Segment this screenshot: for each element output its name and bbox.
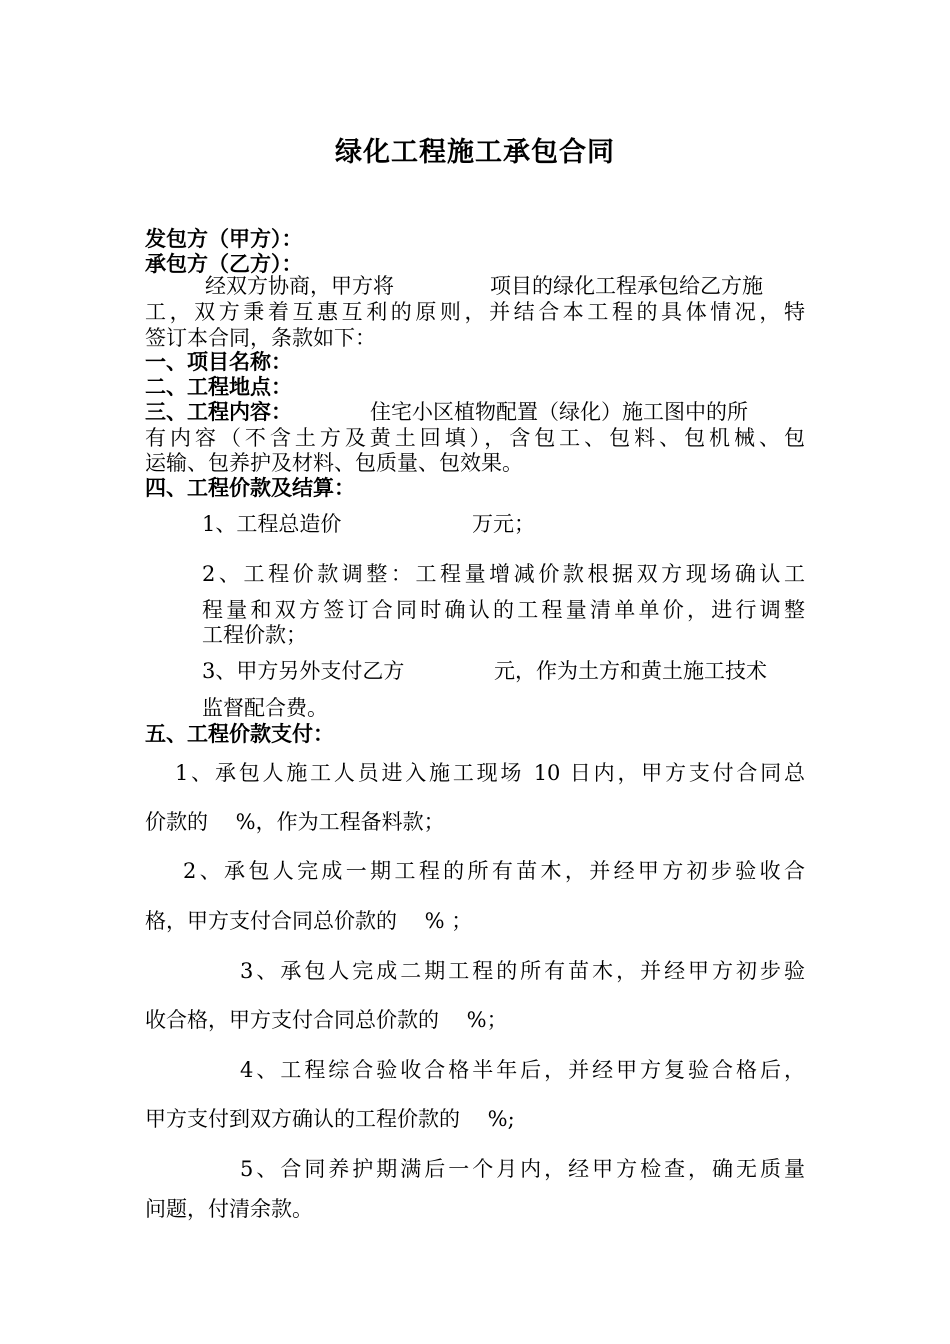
payment-4-line-2: 甲方支付到双方确认的工程价款的 %; [145,1107,515,1131]
intro-line-3: 签订本合同，条款如下： [145,326,376,350]
intro-line-2: 工，双方秉着互惠互利的原则，并结合本工程的具体情况，特 [145,300,805,324]
document-title: 绿化工程施工承包合同 [335,137,615,168]
section-4-item-3-line-2: 监督配合费。 [202,696,328,720]
section-3-heading: 三、工程内容： [145,399,292,424]
payment-3-line-2: 收合格，甲方支付合同总价款的 %； [145,1008,508,1032]
section-3-text-3: 运输、包养护及材料、包质量、包效果。 [145,451,523,475]
section-4-item-2-line-2: 程量和双方签订合同时确认的工程量清单单价，进行调整 [202,598,805,622]
payment-3-line-1: 3、承包人完成二期工程的所有苗木，并经甲方初步验 [240,959,805,983]
section-4-item-2-line-3: 工程价款； [202,623,307,647]
intro-line-1a: 经双方协商，甲方将 [205,274,394,298]
payment-1-line-1: 1、承包人施工人员进入施工现场 10 日内，甲方支付合同总 [175,761,805,785]
section-4-item-2-line-1: 2、工程价款调整：工程量增减价款根据双方现场确认工 [202,562,805,586]
section-4-item-1b: 万元； [472,512,535,536]
party-b-label: 承包方（乙方）： [145,251,303,276]
payment-4-line-1: 4、工程综合验收合格半年后，并经甲方复验合格后， [240,1058,805,1082]
section-3-text-2: 有内容（不含土方及黄土回填），含包工、包料、包机械、包 [145,426,805,450]
section-4-heading: 四、工程价款及结算： [145,475,355,500]
payment-1-line-2: 价款的 %，作为工程备料款； [145,810,445,834]
section-4-item-1a: 1、工程总造价 [202,512,342,536]
section-4-item-3b: 元，作为土方和黄土施工技术 [494,659,767,683]
section-3-text-1: 住宅小区植物配置（绿化）施工图中的所 [370,400,748,424]
section-4-item-3a: 3、甲方另外支付乙方 [202,659,405,683]
intro-line-1b: 项目的绿化工程承包给乙方施 [490,274,763,298]
payment-2-line-2: 格，甲方支付合同总价款的 % ； [145,909,473,933]
payment-2-line-1: 2、承包人完成一期工程的所有苗木，并经甲方初步验收合 [183,859,805,883]
section-5-heading: 五、工程价款支付： [145,721,334,746]
payment-5-line-1: 5、合同养护期满后一个月内，经甲方检查，确无质量 [240,1157,805,1181]
section-2-heading: 二、工程地点： [145,374,292,399]
payment-5-line-2: 问题，付清余款。 [145,1197,313,1221]
party-a-label: 发包方（甲方）： [145,226,303,251]
section-1-heading: 一、项目名称： [145,349,292,374]
